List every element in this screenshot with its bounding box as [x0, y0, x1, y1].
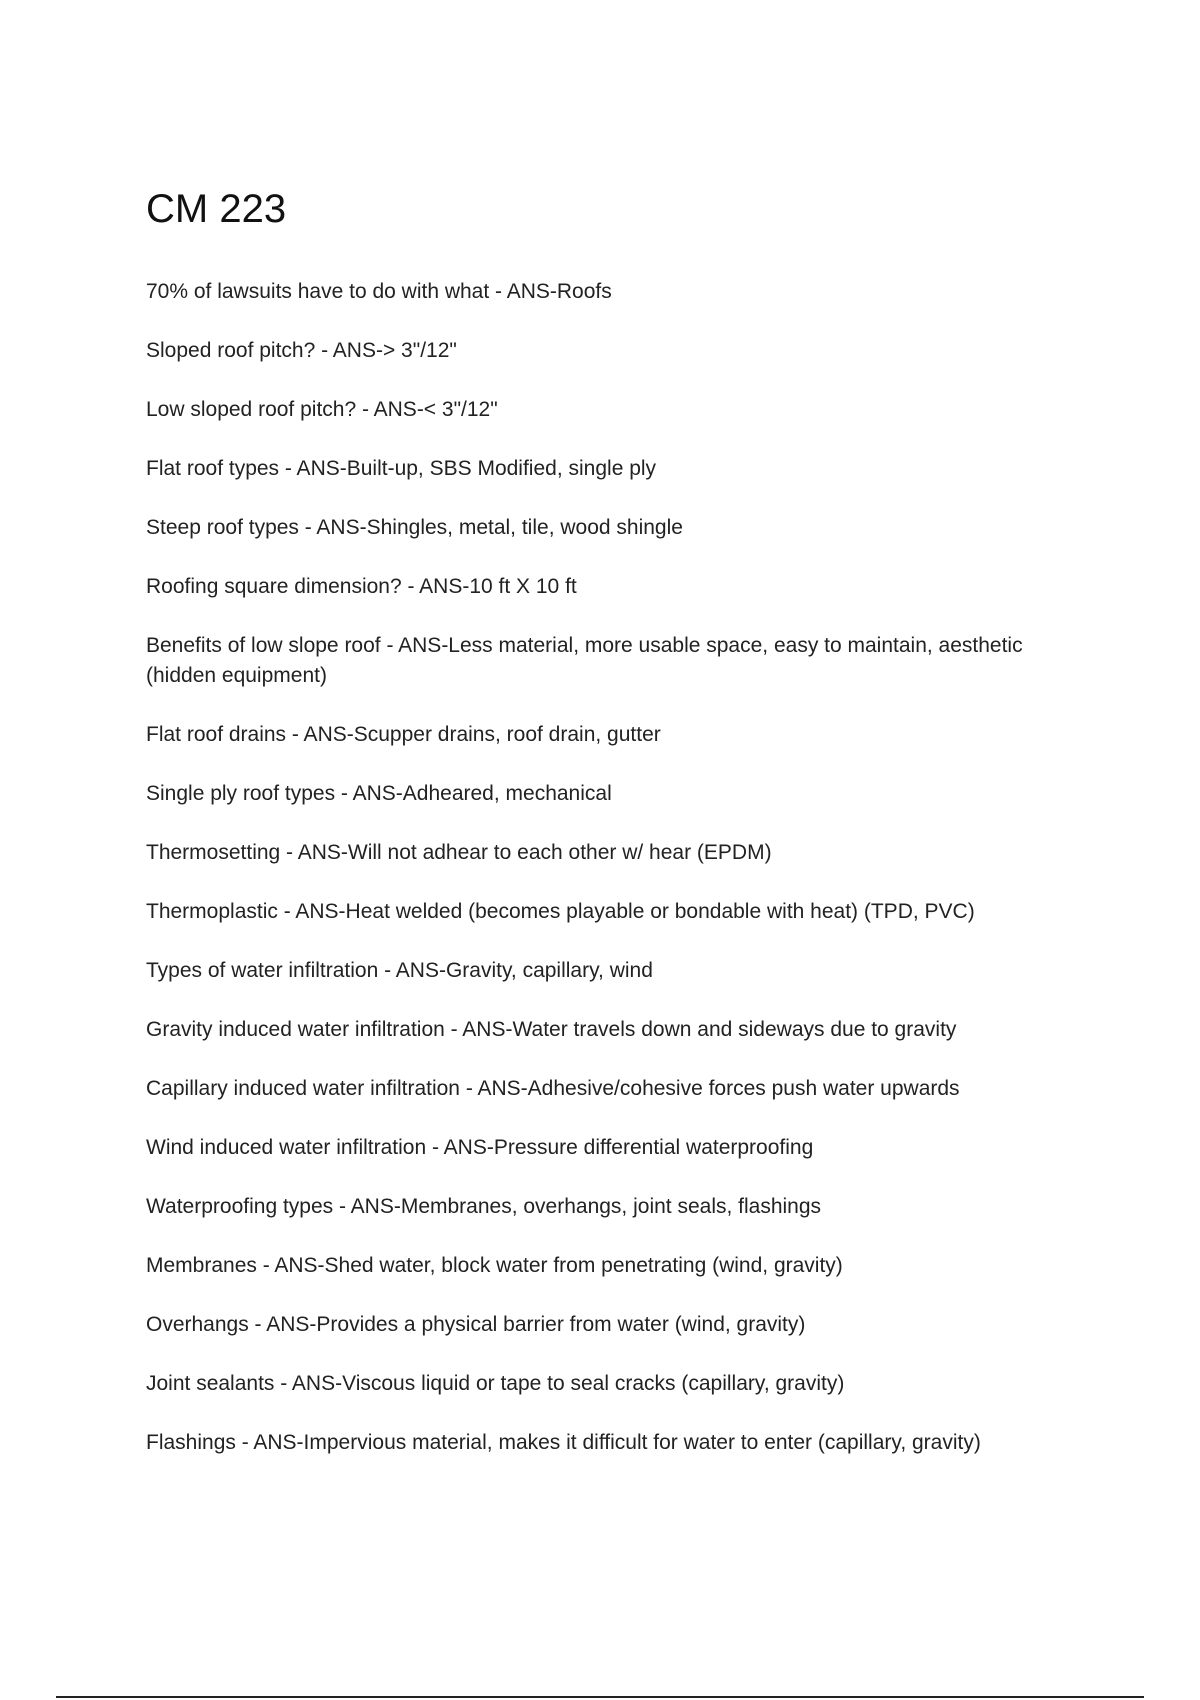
qa-item: Joint sealants - ANS-Viscous liquid or tape to seal cracks (capillary, gravity): [146, 1372, 845, 1395]
qa-item: Roofing square dimension? - ANS-10 ft X 10 ft: [146, 575, 577, 598]
qa-item: Thermosetting - ANS-Will not adhear to each other w/ hear (EPDM): [146, 841, 772, 864]
qa-item: Flat roof drains - ANS-Scupper drains, roof drain, gutter: [146, 723, 661, 746]
footer-divider: [56, 1696, 1144, 1698]
qa-item: Waterproofing types - ANS-Membranes, overhangs, joint seals, flashings: [146, 1195, 822, 1218]
qa-item: Wind induced water infiltration - ANS-Pressure differential waterproofing: [146, 1136, 814, 1159]
qa-list: [146, 277, 1086, 1458]
qa-item: Flashings - ANS-Impervious material, makes it difficult for water to enter (capillary, gravity): [146, 1431, 981, 1454]
qa-item: Sloped roof pitch? - ANS-> 3"/12": [146, 339, 457, 362]
qa-item: Single ply roof types - ANS-Adheared, mechanical: [146, 782, 612, 805]
qa-item: Capillary induced water infiltration - ANS-Adhesive/cohesive forces push water upwards: [146, 1077, 960, 1100]
page-title: CM 223: [146, 187, 287, 231]
qa-item: Steep roof types - ANS-Shingles, metal, tile, wood shingle: [146, 516, 683, 539]
qa-item: Gravity induced water infiltration - ANS-Water travels down and sideways due to gravity: [146, 1018, 957, 1041]
qa-item: Overhangs - ANS-Provides a physical barrier from water (wind, gravity): [146, 1313, 806, 1336]
qa-item: Benefits of low slope roof - ANS-Less material, more usable space, easy to maintain, aesthetic (hidden equipment): [146, 634, 1023, 687]
qa-item: 70% of lawsuits have to do with what - ANS-Roofs: [146, 280, 612, 303]
qa-item: Membranes - ANS-Shed water, block water from penetrating (wind, gravity): [146, 1254, 843, 1277]
document-page: [146, 183, 1086, 1487]
qa-item: Low sloped roof pitch? - ANS-< 3"/12": [146, 398, 498, 421]
qa-item: Types of water infiltration - ANS-Gravity, capillary, wind: [146, 959, 653, 982]
qa-item: Flat roof types - ANS-Built-up, SBS Modified, single ply: [146, 457, 657, 480]
qa-item: Thermoplastic - ANS-Heat welded (becomes playable or bondable with heat) (TPD, PVC): [146, 900, 975, 923]
